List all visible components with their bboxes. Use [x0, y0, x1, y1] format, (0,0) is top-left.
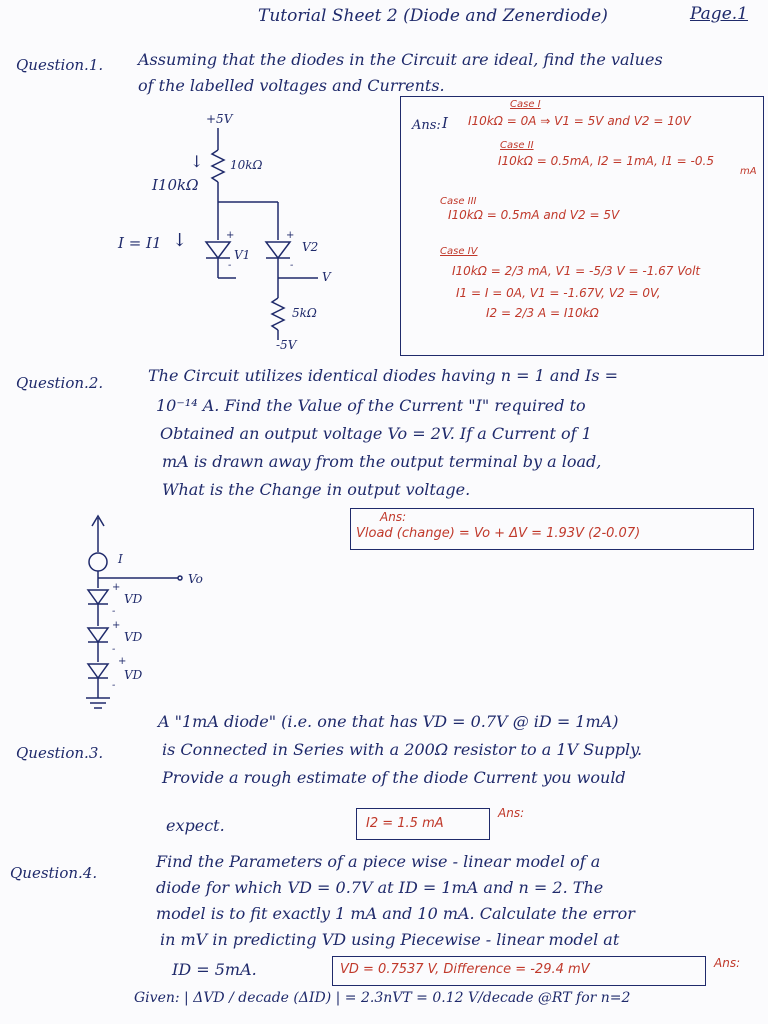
- q2-current-label: I: [118, 552, 123, 566]
- q1-i10k-label: I10kΩ: [152, 176, 199, 194]
- q2-label: Question.2.: [16, 374, 104, 392]
- q3-text-line1: A "1mA diode" (i.e. one that has VD = 0.7V @ iD = 1mA): [158, 712, 619, 731]
- q4-text-line3: model is to fit exactly 1 mA and 10 mA. Calculate the error: [156, 904, 635, 923]
- q1-d2-plus: +: [286, 230, 295, 241]
- q3-text-line2: is Connected in Series with a 200Ω resistor to a 1V Supply.: [162, 740, 643, 759]
- q1-r1-label: 10kΩ: [230, 158, 263, 172]
- q1-case4-line1: I10kΩ = 2/3 mA, V1 = -5/3 V = -1.67 Volt: [452, 264, 701, 278]
- q1-case1-title: Case I: [510, 99, 541, 110]
- q4-text-line2: diode for which VD = 0.7V at ID = 1mA and n = 2. The: [156, 878, 604, 897]
- q2-d2-plus: +: [112, 620, 121, 631]
- q1-i-arrow: ↓: [172, 230, 188, 251]
- q2-text-line2: 10⁻¹⁴ A. Find the Value of the Current "I" required to: [156, 396, 586, 415]
- q2-answer: Vload (change) = Vo + ΔV = 1.93V (2-0.07): [356, 526, 641, 541]
- q3-label: Question.3.: [16, 744, 104, 762]
- q4-text-line1: Find the Parameters of a piece wise - linear model of a: [156, 852, 601, 871]
- q1-case3-line: I10kΩ = 0.5mA and V2 = 5V: [448, 208, 620, 222]
- q2-vd3-label: VD: [124, 668, 143, 682]
- q4-given: Given: | ΔVD / decade (ΔID) | = 2.3nVT = 0.12 V/decade @RT for n=2: [134, 990, 631, 1006]
- q4-ans-label: Ans:: [714, 956, 741, 970]
- q3-answer: I2 = 1.5 mA: [366, 816, 444, 831]
- q4-text-line5: ID = 5mA.: [172, 960, 257, 979]
- q1-d2-minus: -: [290, 260, 294, 271]
- q2-d3-plus: +: [118, 656, 127, 667]
- q2-d1-minus: -: [112, 606, 116, 617]
- q3-ans-label: Ans:: [498, 806, 525, 820]
- q2-text-line5: What is the Change in output voltage.: [162, 480, 471, 499]
- q3-text-line3: Provide a rough estimate of the diode Current you would: [162, 768, 626, 787]
- q1-text-line2: of the labelled voltages and Currents.: [138, 76, 445, 95]
- q1-text-line1: Assuming that the diodes in the Circuit are ideal, find the values: [138, 50, 663, 69]
- q2-d1-plus: +: [112, 582, 121, 593]
- q1-v-label: V: [322, 270, 331, 284]
- q4-label: Question.4.: [10, 864, 98, 882]
- q1-ans-roman: I: [442, 114, 448, 132]
- sheet-title: Tutorial Sheet 2 (Diode and Zenerdiode): [258, 6, 608, 26]
- q1-v1-label: V1: [234, 248, 251, 262]
- q1-v2-label: V2: [302, 240, 319, 254]
- q1-case1-line: I10kΩ = 0A ⇒ V1 = 5V and V2 = 10V: [468, 114, 691, 128]
- q2-text-line1: The Circuit utilizes identical diodes having n = 1 and Is =: [148, 366, 619, 385]
- q1-r2-label: 5kΩ: [292, 306, 317, 320]
- q1-vplus-label: +5V: [206, 112, 233, 126]
- q1-vminus-label: -5V: [276, 338, 297, 352]
- q1-d1-minus: -: [228, 260, 232, 271]
- q1-label: Question.1.: [16, 56, 104, 74]
- q1-case2-title: Case II: [500, 140, 534, 151]
- q1-case3-title: Case III: [440, 196, 477, 207]
- q1-d1-plus: +: [226, 230, 235, 241]
- q1-ans-label: Ans:: [412, 118, 441, 133]
- q3-text-line4: expect.: [166, 816, 225, 835]
- q1-case4-line3: I2 = 2/3 A = I10kΩ: [486, 306, 599, 320]
- q1-current-arrow: ↓: [190, 152, 204, 171]
- q2-text-line4: mA is drawn away from the output terminal by a load,: [162, 452, 602, 471]
- q2-vo-label: Vo: [188, 572, 203, 586]
- q1-case2-line: I10kΩ = 0.5mA, I2 = 1mA, I1 = -0.5: [498, 154, 714, 168]
- q1-case2-unit: mA: [740, 166, 757, 177]
- page-number: Page.1: [690, 4, 748, 24]
- q2-vd1-label: VD: [124, 592, 143, 606]
- q2-ans-label: Ans:: [380, 510, 407, 524]
- q1-ieq-label: I = I1: [118, 234, 162, 252]
- q2-text-line3: Obtained an output voltage Vo = 2V. If a Current of 1: [160, 424, 592, 443]
- q2-d2-minus: -: [112, 644, 116, 655]
- q4-answer: VD = 0.7537 V, Difference = -29.4 mV: [340, 962, 590, 977]
- q2-vd2-label: VD: [124, 630, 143, 644]
- q4-text-line4: in mV in predicting VD using Piecewise - linear model at: [160, 930, 620, 949]
- q1-case4-line2: I1 = I = 0A, V1 = -1.67V, V2 = 0V,: [456, 286, 661, 300]
- q1-case4-title: Case IV: [440, 246, 478, 257]
- q2-d3-minus: -: [112, 680, 116, 691]
